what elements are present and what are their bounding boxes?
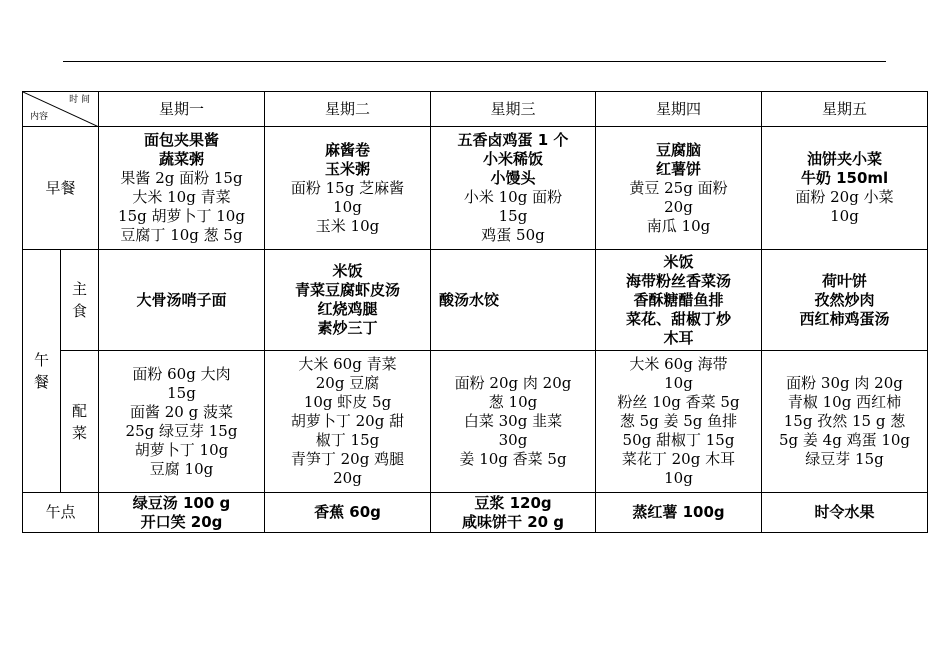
snack-cell-wed — [431, 493, 596, 533]
ingredient-line: 面粉 60g 大肉 — [132, 364, 231, 383]
breakfast-cell-mon — [99, 127, 265, 250]
corner-time-label: 时 间 — [69, 95, 90, 105]
ingredient-line: 果酱 2g 面粉 15g — [120, 169, 243, 187]
dish-name: 小米稀饭 — [482, 150, 543, 168]
dish-name: 红烧鸡腿 — [317, 300, 378, 318]
day-header-thu: 星期四 — [596, 92, 762, 127]
ingredient-line: 葱 5g 姜 5g 鱼排 — [619, 412, 738, 430]
ingredient-line: 10g — [664, 469, 693, 487]
ingredient-line: 面粉 30g 肉 20g — [786, 374, 903, 392]
dish-name: 孜然炒肉 — [814, 290, 875, 309]
dish-name: 海带粉丝香菜汤 — [625, 271, 731, 290]
dish-name: 大骨汤哨子面 — [136, 290, 227, 309]
ingredient-line: 白菜 30g 韭菜 — [463, 412, 563, 430]
ingredient-line: 10g — [664, 374, 693, 392]
ingredient-line: 50g 甜椒丁 15g — [622, 431, 735, 449]
header-row — [23, 92, 928, 127]
snack-label: 午点 — [23, 493, 99, 533]
ingredient-line: 姜 10g 香菜 5g — [459, 450, 567, 468]
dish-name: 绿豆汤 100 g — [132, 493, 231, 512]
breakfast-label: 早餐 — [23, 127, 99, 250]
day-header-mon: 星期一 — [99, 92, 265, 127]
lunch-main-label-text: 主食 — [71, 280, 87, 320]
ingredient-line: 15g — [498, 207, 528, 225]
lunch-main-cell-mon — [99, 250, 265, 351]
lunch-side-cell-wed — [431, 351, 596, 493]
dish-name: 西红柿鸡蛋汤 — [799, 309, 890, 328]
breakfast-cell-tue — [265, 127, 431, 250]
dish-name: 米饭 — [663, 252, 694, 271]
corner-cell — [23, 92, 99, 127]
dish-name: 木耳 — [663, 328, 694, 347]
ingredient-line: 30g — [498, 431, 528, 449]
dish-name: 开口笑 20g — [140, 512, 223, 531]
lunch-side-cell-tue — [265, 351, 431, 493]
lunch-side-label-text: 配菜 — [71, 401, 87, 442]
breakfast-cell-thu — [596, 127, 762, 250]
lunch-side-label — [61, 351, 99, 493]
breakfast-row — [23, 127, 928, 250]
dish-name: 米饭 — [332, 262, 363, 280]
lunch-side-cell-mon — [99, 351, 265, 493]
ingredient-line: 南瓜 10g — [646, 216, 711, 235]
dish-name: 香酥糖醋鱼排 — [633, 290, 724, 309]
ingredient-line: 鸡蛋 50g — [481, 226, 545, 244]
lunch-main-cell-thu — [596, 250, 762, 351]
ingredient-line: 青笋丁 20g 鸡腿 — [290, 450, 405, 468]
dish-name: 荷叶饼 — [821, 271, 867, 290]
corner-content-label: 内容 — [30, 112, 49, 122]
ingredient-line: 菜花丁 20g 木耳 — [621, 450, 736, 468]
dish-name: 菜花、甜椒丁炒 — [625, 309, 731, 328]
day-header-wed: 星期三 — [431, 92, 596, 127]
dish-name: 红薯饼 — [655, 159, 701, 178]
snack-cell-mon — [99, 493, 265, 533]
ingredient-line: 10g — [830, 207, 859, 225]
lunch-side-row — [23, 351, 928, 493]
lunch-main-cell-tue — [265, 250, 431, 351]
ingredient-line: 青椒 10g 西红柿 — [787, 393, 902, 411]
ingredient-line: 面酱 20 g 菠菜 — [130, 402, 233, 421]
ingredient-line: 椒丁 15g — [315, 431, 380, 449]
lunch-main-cell-wed — [431, 250, 596, 351]
lunch-label — [23, 250, 61, 493]
ingredient-line: 15g — [167, 383, 196, 402]
ingredient-line: 面粉 20g 肉 20g — [454, 374, 572, 392]
breakfast-cell-fri — [762, 127, 928, 250]
dish-name: 蔬菜粥 — [158, 150, 204, 168]
dish-name: 香蕉 60g — [314, 503, 381, 521]
ingredient-line: 25g 绿豆芽 15g — [125, 421, 238, 440]
snack-cell-fri — [762, 493, 928, 533]
ingredient-line: 5g 姜 4g 鸡蛋 10g — [778, 431, 911, 449]
dish-name: 素炒三丁 — [317, 319, 378, 337]
dish-name: 酸汤水饺 — [439, 290, 500, 309]
snack-cell-thu — [596, 493, 762, 533]
lunch-label-text: 午餐 — [33, 351, 49, 391]
dish-name: 咸味饼干 20 g — [461, 512, 565, 531]
dish-name: 麻酱卷 — [324, 140, 370, 159]
ingredient-line: 粉丝 10g 香菜 5g — [617, 393, 740, 411]
ingredient-line: 面粉 20g 小菜 — [795, 188, 894, 206]
lunch-main-row — [23, 250, 928, 351]
lunch-side-cell-thu — [596, 351, 762, 493]
dish-name: 五香卤鸡蛋 1 个 — [457, 131, 569, 149]
day-header-tue: 星期二 — [265, 92, 431, 127]
dish-name: 豆腐脑 — [655, 140, 701, 159]
ingredient-line: 10g — [333, 197, 362, 216]
lunch-side-cell-fri — [762, 351, 928, 493]
ingredient-line: 15g 孜然 15 g 葱 — [783, 412, 906, 430]
ingredient-line: 黄豆 25g 面粉 — [629, 178, 728, 197]
dish-name: 小馒头 — [490, 169, 536, 187]
ingredient-line: 绿豆芽 15g — [805, 450, 884, 468]
ingredient-line: 葱 10g — [488, 393, 538, 411]
ingredient-line: 玉米 10g — [315, 216, 380, 235]
ingredient-line: 胡萝卜丁 10g — [134, 440, 229, 459]
ingredient-line: 小米 10g 面粉 — [463, 188, 563, 206]
breakfast-cell-wed — [431, 127, 596, 250]
ingredient-line: 20g — [333, 469, 362, 487]
ingredient-line: 胡萝卜丁 20g 甜 — [290, 412, 405, 430]
ingredient-line: 大米 60g 青菜 — [298, 355, 397, 373]
snack-cell-tue — [265, 493, 431, 533]
dish-name: 青菜豆腐虾皮汤 — [294, 281, 400, 299]
ingredient-line: 面粉 15g 芝麻酱 — [290, 178, 405, 197]
ingredient-line: 大米 60g 海带 — [629, 355, 728, 373]
dish-name: 油饼夹小菜 — [806, 150, 882, 168]
ingredient-line: 20g 豆腐 — [315, 374, 380, 392]
lunch-main-label — [61, 250, 99, 351]
weekly-menu-table — [22, 91, 928, 533]
ingredient-line: 大米 10g 青菜 — [132, 188, 231, 206]
snack-row — [23, 493, 928, 533]
dish-name: 牛奶 150ml — [800, 169, 889, 187]
ingredient-line: 15g 胡萝卜丁 10g — [118, 207, 245, 225]
header-rule — [63, 61, 886, 62]
ingredient-line: 10g 虾皮 5g — [303, 393, 392, 411]
dish-name: 豆浆 120g — [474, 493, 552, 512]
ingredient-line: 20g — [664, 197, 693, 216]
ingredient-line: 豆腐丁 10g 葱 5g — [120, 226, 243, 244]
dish-name: 蒸红薯 100g — [632, 503, 725, 521]
dish-name: 玉米粥 — [324, 159, 370, 178]
dish-name: 时令水果 — [814, 503, 875, 521]
dish-name: 面包夹果酱 — [143, 131, 219, 149]
day-header-fri: 星期五 — [762, 92, 928, 127]
lunch-main-cell-fri — [762, 250, 928, 351]
ingredient-line: 豆腐 10g — [149, 459, 214, 478]
